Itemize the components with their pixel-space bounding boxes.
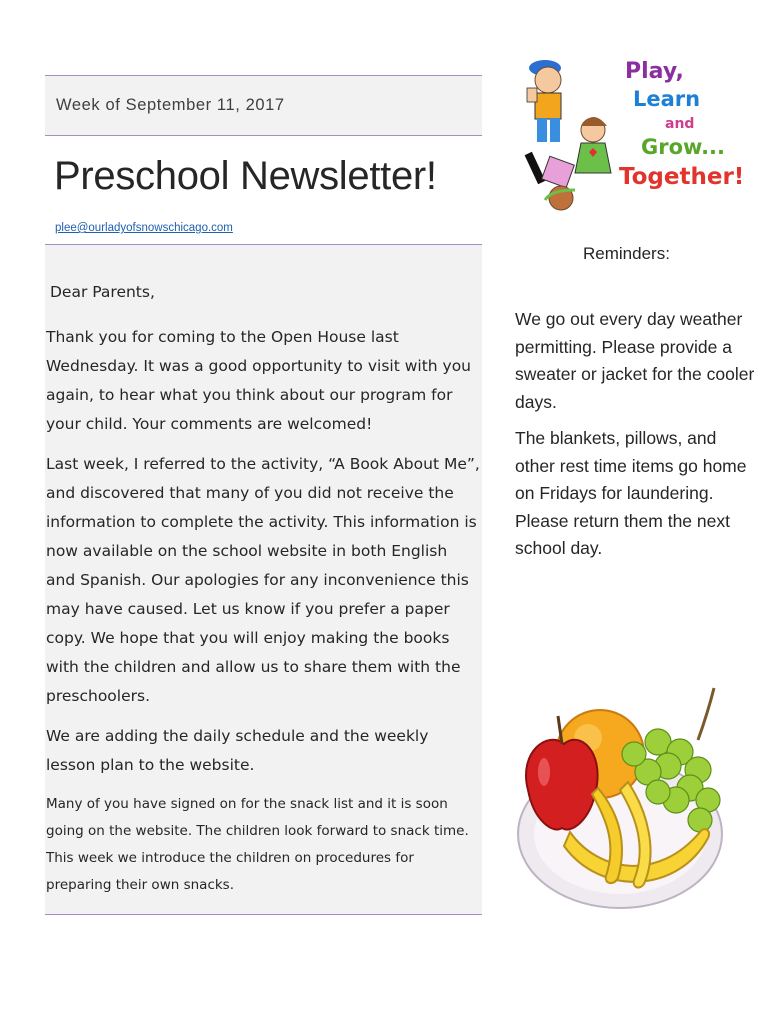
kids-illustration xyxy=(515,48,755,218)
letter-greeting: Dear Parents, xyxy=(50,283,155,301)
week-label: Week of September 11, 2017 xyxy=(56,96,285,114)
kid-shirt xyxy=(542,156,575,187)
logo-word-play: Play, xyxy=(625,59,684,84)
page-title: Preschool Newsletter! xyxy=(54,154,437,198)
letter-paragraph: Last week, I referred to the activity, “A Book About Me”, and discovered that many of you did not receive the information to complete the activity. This information is now available on the school website in both English and Spanish. Our apologies for any inconvenience this may have caused. Let us know if you prefer a paper copy. We hope that you will enjoy making the books with the children and allow us to share them with the preschoolers. xyxy=(46,455,480,705)
boy-leg xyxy=(550,118,560,142)
boy-leg xyxy=(537,118,547,142)
logo-word-grow: Grow... xyxy=(641,135,726,159)
boy-shirt xyxy=(535,93,561,119)
header-rule xyxy=(45,135,482,136)
boy-head xyxy=(535,67,561,93)
letter-paragraph: Many of you have signed on for the snack list and it is soon going on the website. The children look forward to snack time. This week we introduce the children on procedures for preparing their own snacks. xyxy=(46,796,469,893)
play-learn-grow-logo xyxy=(515,48,755,218)
fruit-bowl-image xyxy=(508,682,730,912)
reminder-item: We go out every day weather permitting. Please provide a sweater or jacket for the cooler days. xyxy=(515,309,755,412)
letter-top-rule xyxy=(45,244,482,245)
reminders-title: Reminders: xyxy=(583,244,670,263)
letter-body xyxy=(46,281,480,910)
letter-bottom-rule xyxy=(45,914,482,915)
girl-dress xyxy=(575,143,611,173)
email-link[interactable]: plee@ourladyofsnowschicago.com xyxy=(55,222,233,234)
grape-stem xyxy=(698,688,714,740)
logo-word-and: and xyxy=(665,116,695,132)
girl-hair xyxy=(581,117,607,126)
boy-arm xyxy=(527,88,537,102)
top-rule xyxy=(45,75,482,76)
reminder-item: The blankets, pillows, and other rest time items go home on Fridays for laundering. Please return them the next school day. xyxy=(515,428,747,558)
apple-highlight xyxy=(538,758,550,786)
logo-word-learn: Learn xyxy=(633,87,701,111)
logo-word-together: Together! xyxy=(619,164,745,190)
letter-paragraph: Thank you for coming to the Open House last Wednesday. It was a good opportunity to visit with you again, to hear what you think about our program for your child. Your comments are welcomed! xyxy=(46,328,472,433)
fruit-illustration xyxy=(508,682,730,912)
letter-paragraph: We are adding the daily schedule and the weekly lesson plan to the website. xyxy=(46,727,429,774)
